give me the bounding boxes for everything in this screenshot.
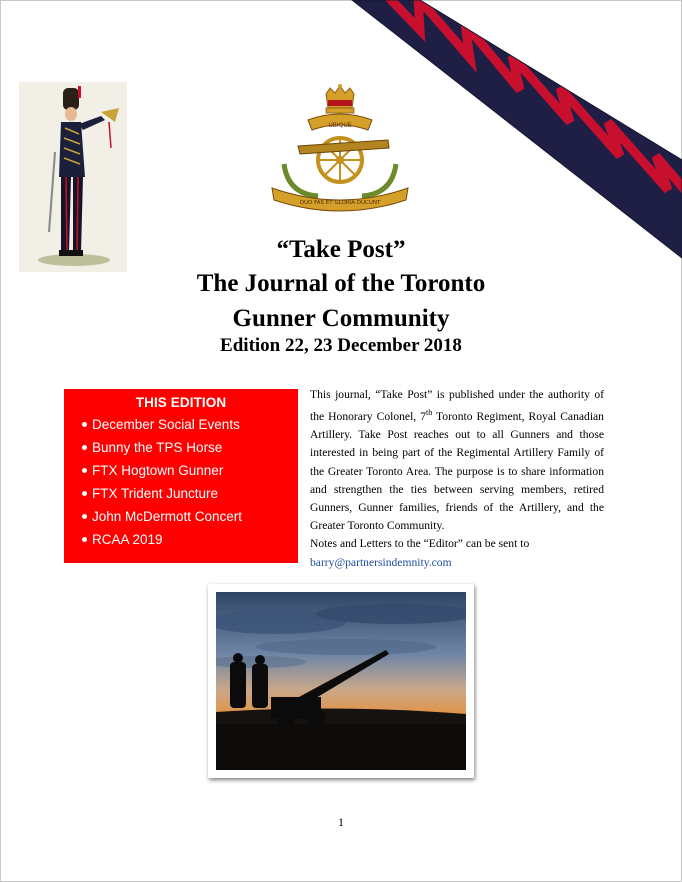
list-item: Bunny the TPS Horse bbox=[82, 436, 298, 459]
this-edition-box bbox=[64, 389, 298, 563]
badge-motto-top: UBIQUE bbox=[328, 122, 352, 129]
edition-date: Edition 22, 23 December 2018 bbox=[220, 335, 462, 356]
editor-email-link[interactable]: barry@partnersindemnity.com bbox=[310, 555, 452, 569]
bullet-icon bbox=[82, 468, 87, 473]
list-item: John McDermott Concert bbox=[82, 505, 298, 528]
bullet-icon bbox=[82, 422, 87, 427]
bullet-icon bbox=[82, 537, 87, 542]
list-item: December Social Events bbox=[82, 413, 298, 436]
badge-motto-bottom: QUO FAS ET GLORIA DUCUNT bbox=[299, 200, 381, 206]
list-item: RCAA 2019 bbox=[82, 528, 298, 551]
intro-text: This journal, “Take Post” is published under the authority of the Honorary Colonel, 7th Toronto Regiment, Royal Canadian Artillery. Take Post reaches out to all Gunners and those interested in being part of the Regimental Artillery Family of the Greater Toronto Area. The purpose is to share information and strengthen the ties between serving members, retired Gunners, Gunner families, friends of the Artillery, and the Greater Toronto Community. bbox=[310, 388, 604, 533]
list-item: FTX Hogtown Gunner bbox=[82, 459, 298, 482]
journal-subtitle-line1: The Journal of the Toronto bbox=[196, 270, 486, 297]
intro-paragraph bbox=[310, 386, 604, 572]
list-item: FTX Trident Juncture bbox=[82, 482, 298, 505]
bullet-icon bbox=[82, 514, 87, 519]
journal-subtitle-line2: Gunner Community bbox=[232, 305, 450, 332]
bullet-icon bbox=[82, 491, 87, 496]
bullet-icon bbox=[82, 445, 87, 450]
page-number: 1 bbox=[338, 815, 344, 829]
edition-contents-list bbox=[64, 413, 298, 551]
photo-image bbox=[216, 592, 466, 770]
sunset-gun-photo bbox=[208, 584, 474, 778]
notes-text: Notes and Letters to the “Editor” can be sent to bbox=[310, 537, 530, 551]
royal-artillery-badge bbox=[268, 84, 413, 214]
journal-title: “Take Post” bbox=[276, 236, 406, 263]
this-edition-heading: THIS EDITION bbox=[135, 395, 227, 410]
